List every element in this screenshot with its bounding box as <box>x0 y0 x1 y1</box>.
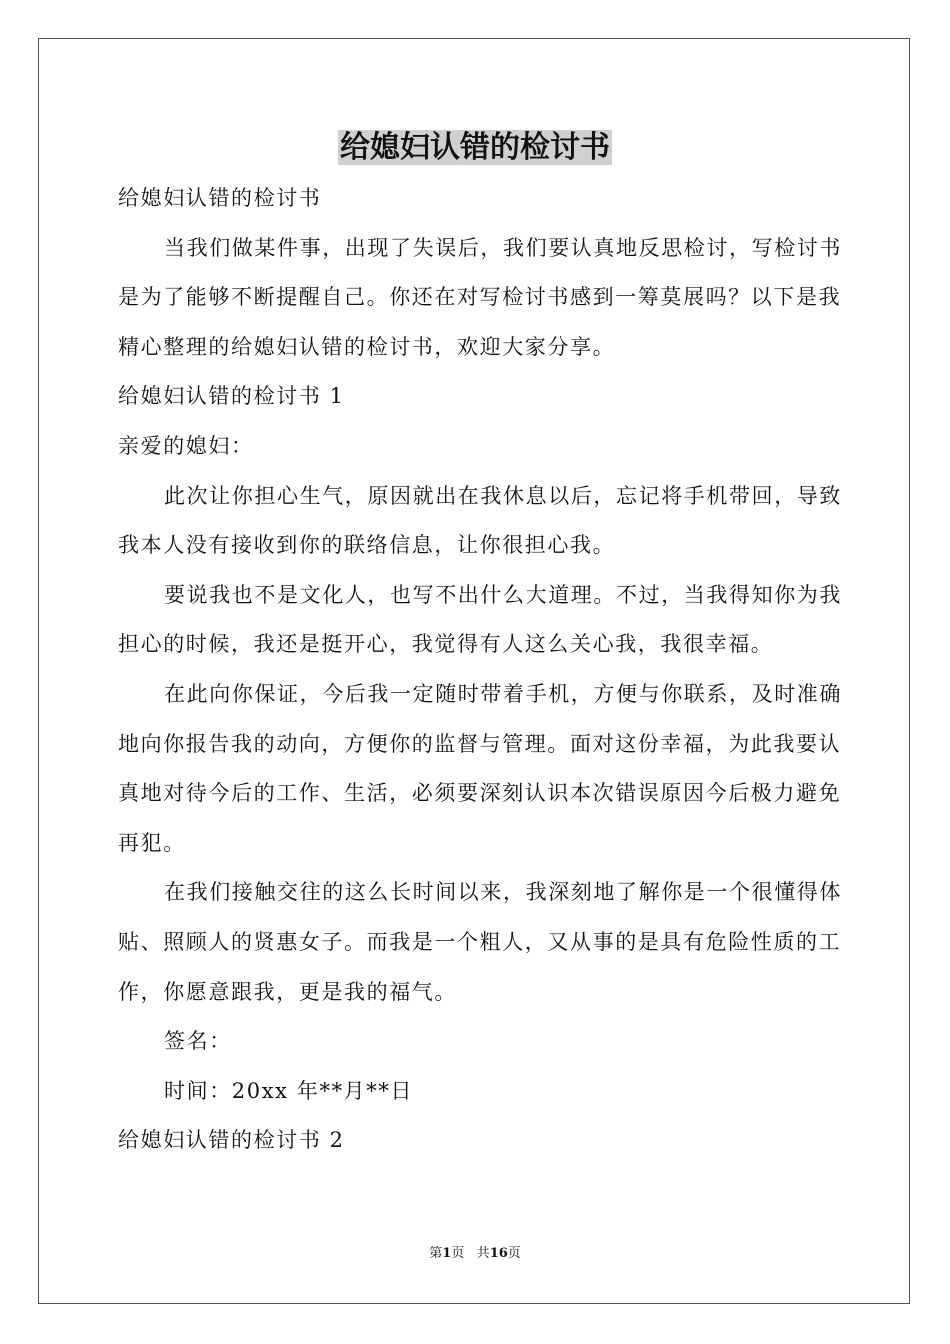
page-suffix: 页 <box>451 1246 465 1261</box>
paragraph-feelings: 要说我也不是文化人，也写不出什么大道理。不过，当我得知你为我担心的时候，我还是挺开心，我觉得有人这么关心我，我很幸福。 <box>118 582 842 657</box>
salutation: 亲爱的媳妇： <box>118 433 254 458</box>
section-heading-1: 给媳妇认错的检讨书 1 <box>118 384 345 409</box>
document-body <box>118 174 858 1166</box>
signature-line: 签名： <box>164 1029 232 1054</box>
page-prefix: 第 <box>429 1246 443 1261</box>
paragraph-subtitle: 给媳妇认错的检讨书 <box>118 186 322 210</box>
document-title <box>0 126 950 170</box>
paragraph-reason: 此次让你担心生气，原因就出在我休息以后，忘记将手机带回，导致我本人没有接收到你的联络信息，让你很担心我。 <box>118 483 842 558</box>
total-prefix: 共 <box>476 1246 490 1261</box>
paragraph-intro: 当我们做某件事，出现了失误后，我们要认真地反思检讨，写检讨书是为了能够不断提醒自己。你还在对写检讨书感到一筹莫展吗？以下是我精心整理的给媳妇认错的检讨书，欢迎大家分享。 <box>118 235 842 359</box>
current-page-number: 1 <box>442 1246 452 1261</box>
paragraph-promise: 在此向你保证，今后我一定随时带着手机，方便与你联系，及时准确地向你报告我的动向，方便你的监督与管理。面对这份幸福，为此我要认真地对待今后的工作、生活，必须要深刻认识本次错误原因今后极力避免再犯。 <box>118 681 842 855</box>
page-footer <box>0 1244 950 1264</box>
document-title-text: 给媳妇认错的检讨书 <box>340 130 610 165</box>
paragraph-appreciation: 在我们接触交往的这么长时间以来，我深刻地了解你是一个很懂得体贴、照顾人的贤惠女子。而我是一个粗人，又从事的是具有危险性质的工作，你愿意跟我，更是我的福气。 <box>118 880 842 1004</box>
total-suffix: 页 <box>507 1246 521 1261</box>
total-pages-number: 16 <box>489 1246 508 1261</box>
section-heading-2: 给媳妇认错的检讨书 2 <box>118 1128 345 1153</box>
date-line: 时间：20xx 年**月**日 <box>164 1078 414 1103</box>
